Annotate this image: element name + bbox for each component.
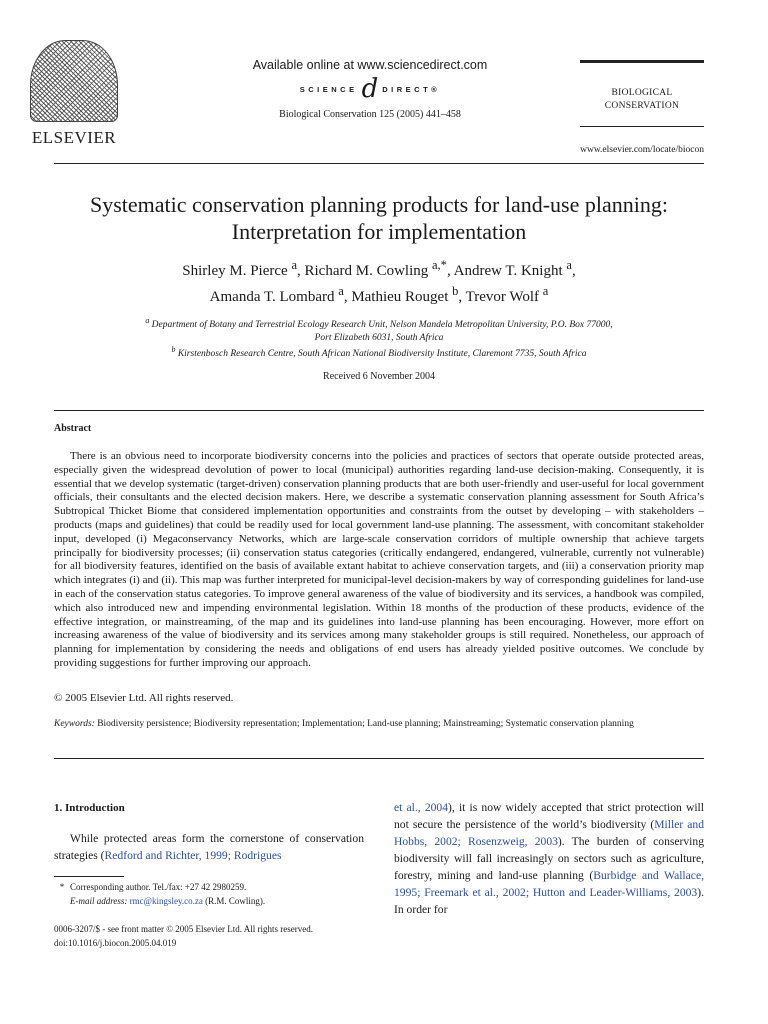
- author: Amanda T. Lombard $^a$,: [209, 284, 352, 305]
- intro-paragraph: While protected areas form the cornerstone of conservation strategies (Redford and Richter, 1999; Rodrigues: [54, 832, 364, 862]
- affiliations: [54, 315, 704, 361]
- abstract-heading: Abstract: [54, 423, 92, 434]
- article-title: [54, 191, 704, 245]
- elsevier-tree-icon: [30, 40, 118, 122]
- journal-name-line2: CONSERVATION: [604, 100, 680, 111]
- title-line1: Systematic conservation planning products for land-use planning:: [90, 192, 668, 217]
- issn-block: [54, 922, 313, 950]
- affiliation-a-line2: Port Elizabeth 6031, South Africa: [314, 332, 444, 343]
- column-right: et al., 2004), it is now widely accepted that strict protection will not secure the persistence of the world’s biodiversity (Miller and Hobbs, 2002; Rosenzweig, 2003). The burden of conserving biodiversity will fall increasingly on sectors such as agriculture, forestry, mining and land-use planning (Burbidge and Wallace, 1995; Freemark et al., 2002; Hutton and Leader-Williams, 2003). In order for: [394, 801, 704, 916]
- sd-right: DIRECT®: [382, 84, 441, 94]
- keywords-list: Biodiversity persistence; Biodiversity representation; Implementation; Land-use planning; Mainstreaming; Systematic conservation planning: [97, 719, 634, 729]
- publisher-name: ELSEVIER: [31, 128, 117, 147]
- received-date: Received 6 November 2004: [323, 370, 435, 382]
- header-center: [200, 58, 540, 120]
- body-divider: [54, 758, 704, 759]
- journal-rule-bottom: [580, 126, 704, 127]
- journal-block: [580, 60, 704, 127]
- issn-line: 0006-3207/$ - see front matter © 2005 Elsevier Ltd. All rights reserved.: [54, 924, 314, 934]
- affiliation-b: $^b$ Kirstenbosch Research Centre, South African National Biodiversity Institute, Claremont 7735, South Africa: [171, 345, 587, 360]
- abstract-text: There is an obvious need to incorporate biodiversity concerns into the policies and practices of sectors that operate outside protected areas, especially given the widespread devolution of power to local (municipal) authorities regarding land-use decision-making. Consequently, it is essential that we develop systematic (target-driven) conservation planning products that are both user-friendly and user-useful for local government officials, their consultants and the elected decision makers. Here, we describe a systematic conservation planning assessment for South Africa’s Subtropical Thicket Biome that considered implementation opportunities and constraints from the outset by developing – with stakeholders – products (maps and guidelines) that could be readily used for local government land-use planning. The assessment, with concomitant stakeholder input, developed (i) Megaconservancy Networks, which are large-scale conservation corridors of multiple ownership that achieve targets principally for biodiversity processes; (ii) conservation status categories (critically endangered, endangered, vulnerable, currently not vulnerable) for all biodiversity features, identified on the basis of available extant habitat to achieve conservation targets, and (iii) a conservation priority map which integrates (i) and (ii). This map was further interpreted for municipal-level decision-makers by way of corresponding guidelines for land-use in each of the conservation status categories. To improve general awareness of the value of biodiversity and its services, a handbook was compiled, which also introduced new and impending environmental legislation. Within 18 months of the production of these products, evidence of the effective integration, or mainstreaming, of the map and its guidelines into land-use planning has been encouraging. However, more effort on increasing awareness of the value of biodiversity and its services among many stakeholder groups is still required. Nonetheless, our approach of planning for implementation by considering the needs and obligations of end users has already yielded positive outcomes. We conclude by providing suggestions for further improving our approach.: [54, 450, 704, 669]
- available-online-text: Available online at www.sciencedirect.com: [252, 58, 488, 72]
- journal-citation: Biological Conservation 125 (2005) 441–458: [279, 109, 461, 120]
- author: Shirley M. Pierce $^a$,: [182, 258, 305, 279]
- email-link[interactable]: rmc@kingsley.co.za: [129, 896, 203, 906]
- journal-name-line1: BIOLOGICAL: [611, 88, 673, 98]
- keywords: [54, 718, 704, 731]
- author: Andrew T. Knight $^a$,: [453, 258, 576, 279]
- column-left: [54, 800, 364, 864]
- doi-line[interactable]: doi:10.1016/j.biocon.2005.04.019: [54, 938, 177, 948]
- journal-rule-top: [580, 60, 704, 63]
- header-divider: [54, 163, 704, 164]
- title-block: [54, 191, 704, 382]
- author-list: [54, 255, 704, 307]
- journal-website-link[interactable]: www.elsevier.com/locate/biocon: [580, 145, 704, 155]
- author: Mathieu Rouget $^b$,: [351, 284, 466, 305]
- journal-name: [580, 87, 704, 112]
- section-heading: 1. Introduction: [54, 802, 125, 814]
- email-note: E-mail address: rmc@kingsley.co.za (R.M. Cowling).: [70, 896, 266, 906]
- author: Richard M. Cowling $^{a,*}$,: [304, 258, 454, 279]
- affiliation-a: $^a$ Department of Botany and Terrestrial Ecology Research Unit, Nelson Mandela Metropolitan University, P.O. Box 77000,: [145, 316, 613, 331]
- sd-left: SCIENCE: [299, 84, 358, 94]
- keywords-label: Keywords:: [54, 719, 95, 729]
- citation-link[interactable]: Miller and Hobbs, 2002; Rosenzweig, 2003: [394, 818, 704, 848]
- sd-at-icon: d: [361, 74, 379, 104]
- author: Trevor Wolf $^a$: [465, 284, 549, 305]
- citation-link[interactable]: et al., 2004: [394, 801, 449, 814]
- footnote: [54, 880, 265, 908]
- citation-link[interactable]: Burbidge and Wallace, 1995; Freemark et al., 2002; Hutton and Leader-Williams, 2003: [394, 869, 704, 899]
- sciencedirect-logo: [200, 74, 540, 104]
- corresponding-author-note: * Corresponding author. Tel./fax: +27 42 2980259.: [59, 882, 247, 892]
- abstract-copyright: © 2005 Elsevier Ltd. All rights reserved.: [54, 692, 234, 704]
- citation-link[interactable]: Redford and Richter, 1999; Rodrigues: [104, 849, 282, 862]
- footnote-rule: [54, 876, 124, 877]
- title-line2: Interpretation for implementation: [231, 219, 527, 244]
- abstract-divider: [54, 410, 704, 411]
- elsevier-logo: [22, 40, 126, 148]
